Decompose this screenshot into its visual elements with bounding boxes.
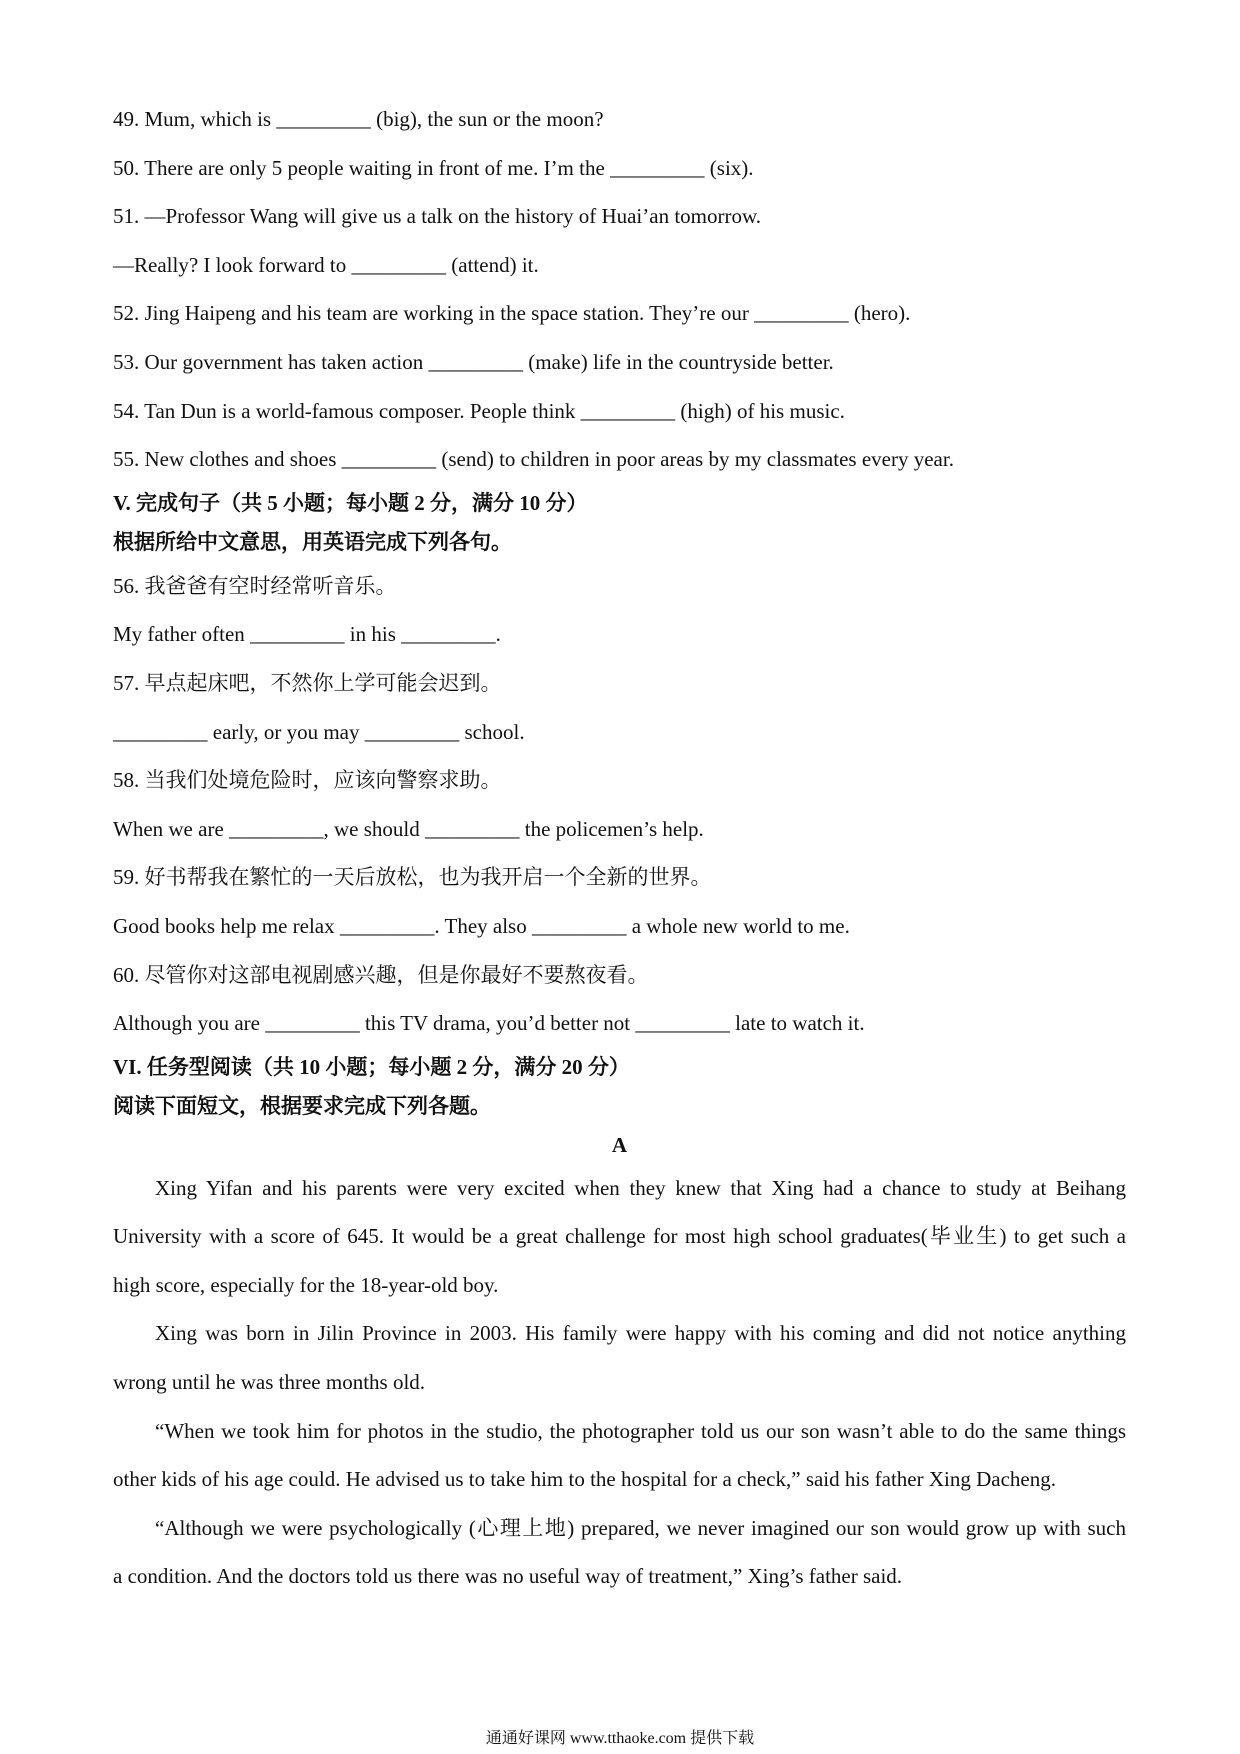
question-52: 52. Jing Haipeng and his team are working in the space station. They’re our _________ (hero). [113, 301, 911, 326]
section-v-title: V. 完成句子（共 5 小题；每小题 2 分，满分 10 分） [113, 490, 588, 515]
item-59-sentence: Good books help me relax _________. They also _________ a whole new world to me. [113, 913, 850, 938]
section-v-instruction: 根据所给中文意思，用英语完成下列各句。 [113, 529, 512, 554]
item-56-prompt: 56. 我爸爸有空时经常听音乐。 [113, 573, 397, 598]
page-content [113, 95, 1126, 1601]
passage-line: University with a score of 645. It would be a great challenge for most high school graduates(毕业生) to get such a [113, 1224, 1126, 1249]
item-57-prompt: 57. 早点起床吧，不然你上学可能会迟到。 [113, 670, 502, 695]
item-58-sentence: When we are _________, we should _________ the policemen’s help. [113, 816, 704, 841]
passage-paragraph-1 [113, 1164, 1126, 1310]
passage-line: other kids of his age could. He advised us to take him to the hospital for a check,” said his father Xing Dacheng. [113, 1467, 1056, 1492]
passage-line: a condition. And the doctors told us there was no useful way of treatment,” Xing’s father said. [113, 1564, 903, 1589]
section-vi-title: VI. 任务型阅读（共 10 小题；每小题 2 分，满分 20 分） [113, 1054, 630, 1079]
item-57-sentence: _________ early, or you may _________ school. [113, 719, 525, 744]
passage-line: Xing was born in Jilin Province in 2003. His family were happy with his coming and did not notice anything [155, 1321, 1126, 1346]
item-56-sentence: My father often _________ in his _________. [113, 622, 501, 647]
question-51-line-1: 51. —Professor Wang will give us a talk on the history of Huai’an tomorrow. [113, 204, 762, 229]
question-54: 54. Tan Dun is a world-famous composer. People think _________ (high) of his music. [113, 398, 845, 423]
passage-paragraph-4 [113, 1504, 1126, 1601]
passage-line: high score, especially for the 18-year-old boy. [113, 1272, 499, 1297]
question-49: 49. Mum, which is _________ (big), the sun or the moon? [113, 107, 604, 131]
passage-line: “Although we were psychologically (心理上地) prepared, we never imagined our son would grow up with such [155, 1515, 1126, 1540]
passage-line: wrong until he was three months old. [113, 1370, 426, 1395]
passage-label: A [611, 1132, 628, 1157]
section-v [113, 484, 1126, 1048]
fill-in-questions [113, 95, 1126, 484]
item-60-prompt: 60. 尽管你对这部电视剧感兴趣，但是你最好不要熬夜看。 [113, 962, 649, 987]
section-vi-instruction: 阅读下面短文，根据要求完成下列各题。 [113, 1093, 491, 1118]
item-59-prompt: 59. 好书帮我在繁忙的一天后放松，也为我开启一个全新的世界。 [113, 865, 712, 890]
question-50: 50. There are only 5 people waiting in front of me. I’m the _________ (six). [113, 155, 754, 180]
question-51-line-2: —Really? I look forward to _________ (attend) it. [113, 252, 539, 277]
passage-line: “When we took him for photos in the studio, the photographer told us our son wasn’t able to do the same things [155, 1418, 1126, 1443]
passage-paragraph-2 [113, 1309, 1126, 1406]
question-53: 53. Our government has taken action _________ (make) life in the countryside better. [113, 349, 834, 374]
passage-line: Xing Yifan and his parents were very excited when they knew that Xing had a chance to study at Beihang [155, 1175, 1126, 1200]
item-58-prompt: 58. 当我们处境危险时，应该向警察求助。 [113, 768, 502, 793]
item-60-sentence: Although you are _________ this TV drama, you’d better not _________ late to watch it. [113, 1011, 865, 1036]
passage-paragraph-3 [113, 1407, 1126, 1504]
question-55: 55. New clothes and shoes _________ (send) to children in poor areas by my classmates every year. [113, 447, 954, 472]
page-footer: 通通好课网 www.tthaoke.com 提供下载 [485, 1730, 755, 1747]
section-vi [113, 1048, 1126, 1601]
